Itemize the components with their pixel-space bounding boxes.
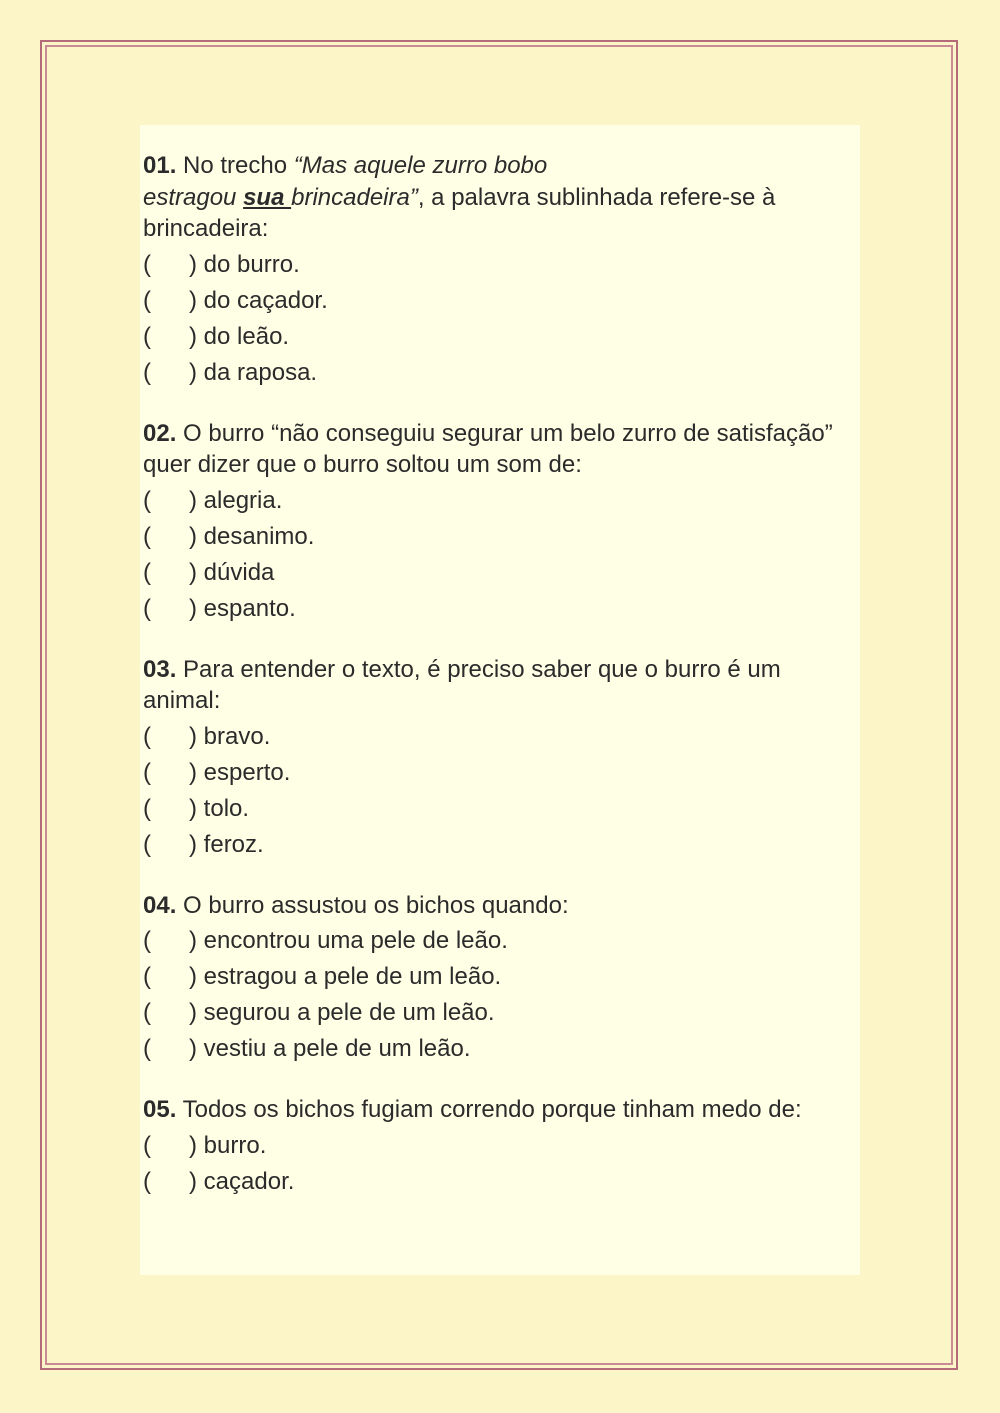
checkbox-open: ( bbox=[143, 522, 151, 550]
answer-option[interactable] bbox=[143, 995, 857, 1031]
answer-option[interactable] bbox=[143, 355, 857, 391]
checkbox-open: ( bbox=[143, 963, 151, 990]
quote-part-1: “Mas aquele zurro bobo bbox=[293, 152, 548, 179]
stem-intro: No trecho bbox=[176, 152, 294, 179]
answer-option[interactable] bbox=[143, 591, 857, 627]
quote-part-2: estragou bbox=[143, 183, 244, 211]
option-label: vestiu a pele de um leão. bbox=[203, 1035, 471, 1062]
checkbox-close: ) bbox=[189, 1035, 197, 1062]
answer-option[interactable] bbox=[143, 719, 857, 755]
option-label: do caçador. bbox=[203, 286, 328, 314]
answer-option[interactable] bbox=[143, 923, 857, 959]
answer-option[interactable] bbox=[143, 319, 857, 355]
answer-option[interactable] bbox=[143, 959, 857, 995]
checkbox-close: ) bbox=[189, 1167, 197, 1195]
checkbox-open: ( bbox=[143, 322, 151, 350]
question-number: 03. bbox=[143, 655, 177, 683]
checkbox-open: ( bbox=[143, 722, 151, 750]
checkbox-close: ) bbox=[189, 963, 197, 990]
checkbox-close: ) bbox=[189, 830, 197, 858]
checkbox-open: ( bbox=[143, 794, 151, 822]
option-label: do burro. bbox=[203, 250, 300, 278]
checkbox-open: ( bbox=[143, 1167, 151, 1195]
checkbox-close: ) bbox=[189, 522, 197, 550]
checkbox-close: ) bbox=[189, 322, 197, 350]
checkbox-close: ) bbox=[189, 558, 197, 586]
checkbox-close: ) bbox=[189, 486, 197, 514]
option-label: burro. bbox=[203, 1131, 267, 1159]
option-label: bravo. bbox=[203, 722, 271, 750]
checkbox-open: ( bbox=[143, 594, 151, 622]
question-stem bbox=[143, 150, 857, 245]
question-number: 01. bbox=[143, 152, 177, 179]
checkbox-close: ) bbox=[189, 758, 197, 786]
answer-option[interactable] bbox=[143, 283, 857, 319]
checkbox-open: ( bbox=[143, 558, 151, 586]
checkbox-close: ) bbox=[189, 594, 197, 622]
checkbox-close: ) bbox=[189, 286, 197, 314]
question-05 bbox=[143, 1094, 857, 1200]
option-label: da raposa. bbox=[203, 358, 318, 386]
checkbox-open: ( bbox=[143, 486, 151, 514]
option-label: feroz. bbox=[203, 830, 264, 858]
question-stem bbox=[143, 418, 857, 481]
checkbox-open: ( bbox=[143, 250, 151, 278]
question-number: 04. bbox=[143, 891, 177, 919]
checkbox-close: ) bbox=[189, 722, 197, 750]
option-label: alegria. bbox=[203, 486, 283, 514]
option-label: dúvida bbox=[203, 558, 275, 586]
checkbox-close: ) bbox=[189, 358, 197, 386]
checkbox-open: ( bbox=[143, 758, 151, 786]
checkbox-close: ) bbox=[189, 250, 197, 278]
question-number: 02. bbox=[143, 419, 177, 447]
option-label: segurou a pele de um leão. bbox=[203, 999, 495, 1026]
option-label: estragou a pele de um leão. bbox=[203, 963, 502, 990]
stem-text: Para entender o texto, é preciso saber que o burro é um animal: bbox=[143, 655, 781, 714]
checkbox-open: ( bbox=[143, 927, 151, 954]
answer-option[interactable] bbox=[143, 1164, 857, 1200]
option-label: esperto. bbox=[203, 758, 291, 786]
option-label: encontrou uma pele de leão. bbox=[203, 927, 508, 954]
answer-option[interactable] bbox=[143, 791, 857, 827]
question-03 bbox=[143, 654, 857, 863]
checkbox-close: ) bbox=[189, 927, 197, 954]
stem-text: O burro “não conseguiu segurar um belo zurro de satisfação” quer dizer que o burro soltou um som de: bbox=[143, 419, 833, 478]
question-stem bbox=[143, 1094, 857, 1126]
question-01 bbox=[143, 150, 857, 391]
checkbox-close: ) bbox=[189, 999, 197, 1026]
option-label: tolo. bbox=[203, 794, 250, 822]
option-label: desanimo. bbox=[203, 522, 315, 550]
checkbox-close: ) bbox=[189, 1131, 197, 1159]
question-stem bbox=[143, 654, 857, 717]
stem-rest: , a palavra sublinhada refere-se à brincadeira: bbox=[143, 183, 776, 242]
answer-option[interactable] bbox=[143, 1128, 857, 1164]
stem-text: Todos os bichos fugiam correndo porque tinham medo de: bbox=[176, 1096, 802, 1123]
answer-option[interactable] bbox=[143, 519, 857, 555]
checkbox-open: ( bbox=[143, 1035, 151, 1062]
worksheet-content bbox=[140, 125, 860, 1275]
checkbox-open: ( bbox=[143, 286, 151, 314]
checkbox-open: ( bbox=[143, 1131, 151, 1159]
checkbox-open: ( bbox=[143, 358, 151, 386]
question-number: 05. bbox=[143, 1096, 177, 1123]
question-stem bbox=[143, 890, 857, 922]
checkbox-open: ( bbox=[143, 830, 151, 858]
checkbox-open: ( bbox=[143, 999, 151, 1026]
answer-option[interactable] bbox=[143, 483, 857, 519]
answer-option[interactable] bbox=[143, 555, 857, 591]
option-label: espanto. bbox=[203, 594, 296, 622]
quote-part-3: brincadeira” bbox=[291, 183, 418, 211]
answer-option[interactable] bbox=[143, 755, 857, 791]
option-label: do leão. bbox=[203, 322, 290, 350]
answer-option[interactable] bbox=[143, 1031, 857, 1067]
answer-option[interactable] bbox=[143, 247, 857, 283]
answer-option[interactable] bbox=[143, 827, 857, 863]
underlined-word: sua bbox=[243, 183, 292, 211]
question-04 bbox=[143, 890, 857, 1068]
stem-text: O burro assustou os bichos quando: bbox=[176, 891, 569, 919]
option-label: caçador. bbox=[203, 1167, 295, 1195]
checkbox-close: ) bbox=[189, 794, 197, 822]
question-02 bbox=[143, 418, 857, 627]
